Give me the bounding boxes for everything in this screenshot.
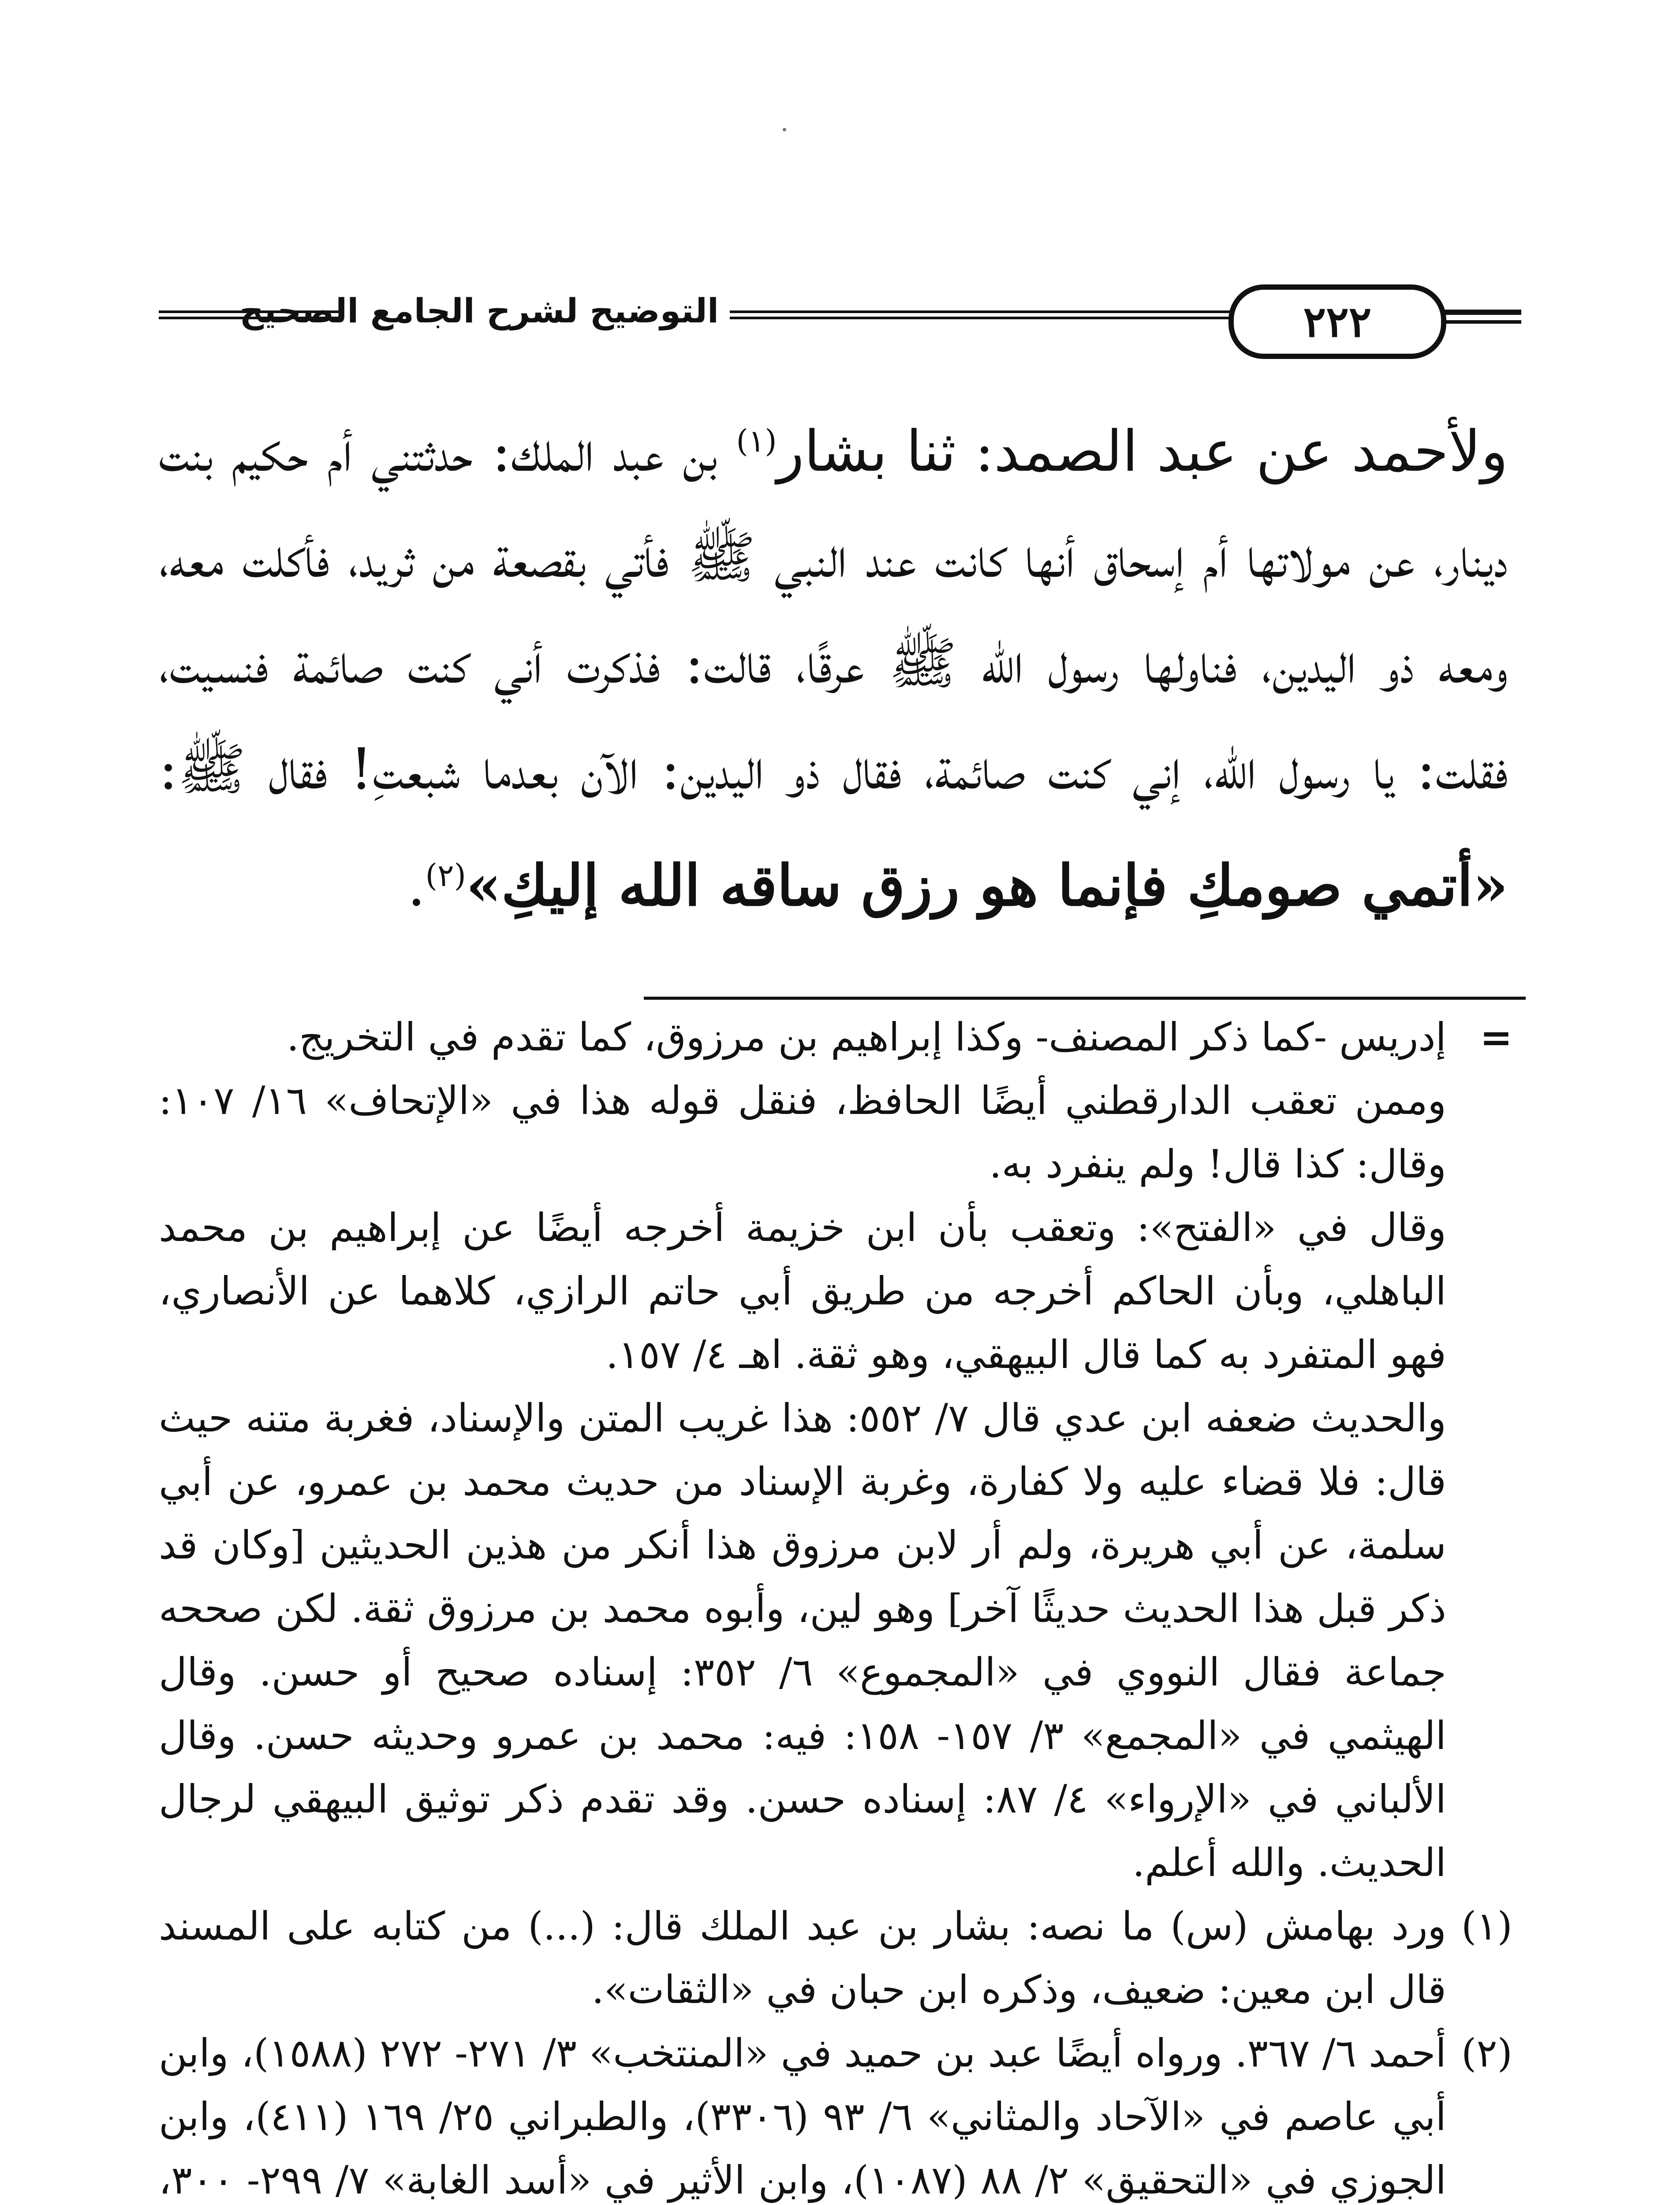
speck [783,128,786,131]
footnote-text: أحمد ٦/ ٣٦٧. ورواه أيضًا عبد بن حميد في «المنتخب» ٣/ ٢٧١- ٢٧٢ (١٥٨٨)، وابن أبي عاصم في «الآحاد والمثاني» ٦/ ٩٣ (٣٣٠٦)، والطبراني ٢٥/ ١٦٩ (٤١١)، وابن الجوزي في «التحقيق» ٢/ ٨٨ (١٠٨٧)، وابن الأثير في «أسد الغابة» ٧/ ٢٩٩- ٣٠٠، [159,2030,1447,2203]
main-text [159,388,1508,939]
header-rule-left [159,310,340,319]
text-run: بن عبد الملك: حدثتني أم حكيم بنت دينار، عن مولاتها أم إسحاق أنها كانت عند النبي ﷺ فأتي بقصعة من ثريد، فأكلت معه، ومعه ذو اليدين، فناولها رسول الله ﷺ عرقًا، قالت: فذكرت أني كنت صائمة فنسيت، فقلت: يا رسول الله، إني كنت صائمة، فقال ذو اليدين: الآن بعدما شبعتِ! فقال ﷺ: [159,419,1508,802]
footnote-divider [644,997,1526,1000]
page-number: ٢٢٢ [1228,284,1446,359]
footnote-number: (١) [1461,1903,1512,1949]
header-rule-right [1444,310,1521,324]
text-run: . [407,853,426,919]
footnote-paragraph: وممن تعقب الدارقطني أيضًا الحافظ، فنقل قوله هذا في «الإتحاف» ١٦/ ١٠٧: وقال: كذا قال! ولم ينفرد به. [159,1078,1446,1187]
footnote-text: ورد بهامش (س) ما نصه: بشار بن عبد الملك قال: (...) من كتابه على المسند قال ابن معين: ضعيف، وذكره ابن حبان في «الثقات». [159,1903,1446,2012]
footnotes [159,1005,1512,2205]
footnote-continuation [159,1005,1512,1895]
book-title: التوضيح لشرح الجامع الصحيح [239,291,719,330]
footnote-paragraph: وقال في «الفتح»: وتعقب بأن ابن خزيمة أخرجه أيضًا عن إبراهيم بن محمد الباهلي، وبأن الحاكم أخرجه من طريق أبي حاتم الرازي، كلاهما عن الأنصاري، فهو المتفرد به كما قال البيهقي، وهو ثقة. اهـ ٤/ ١٥٧. [159,1205,1446,1377]
prophetic-quote: «أتمي صومكِ فإنما هو رزق ساقه الله إليكِ» [466,852,1508,919]
text-run: ولأحمد عن عبد الصمد: ثنا بشار [777,419,1508,485]
footnote-1 [159,1895,1512,2022]
continuation-mark: = [1480,1014,1512,1060]
footnote-ref-2: (٢) [425,857,466,893]
header-rule-middle [730,310,1232,319]
hadith-paragraph [159,388,1508,939]
footnote-paragraph: إدريس -كما ذكر المصنف- وكذا إبراهيم بن مرزوق، كما تقدم في التخريج. [287,1014,1446,1060]
footnote-number: (٢) [1461,2030,1512,2076]
page-header [159,273,1521,362]
footnote-2 [159,2022,1512,2205]
footnote-paragraph: والحديث ضعفه ابن عدي قال ٧/ ٥٥٢: هذا غريب المتن والإسناد، فغربة متنه حيث قال: فلا قضاء عليه ولا كفارة، وغربة الإسناد من حديث محمد بن عمرو، عن أبي سلمة، عن أبي هريرة، ولم أر لابن مرزوق هذا أنكر من هذين الحديثين [وكان قد ذكر قبل هذا الحديث حديثًا آخر] وهو لين، وأبوه محمد بن مرزوق ثقة. لكن صححه جماعة فقال النووي في «المجموع» ٦/ ٣٥٢: إسناده صحيح أو حسن. وقال الهيثمي في «المجمع» ٣/ ١٥٧- ١٥٨: فيه: محمد بن عمرو وحديثه حسن. وقال الألباني في «الإرواء» ٤/ ٨٧: إسناده حسن. وقد تقدم ذكر توثيق البيهقي لرجال الحديث. والله أعلم. [159,1395,1447,1885]
footnote-ref-1: (١) [736,423,777,459]
